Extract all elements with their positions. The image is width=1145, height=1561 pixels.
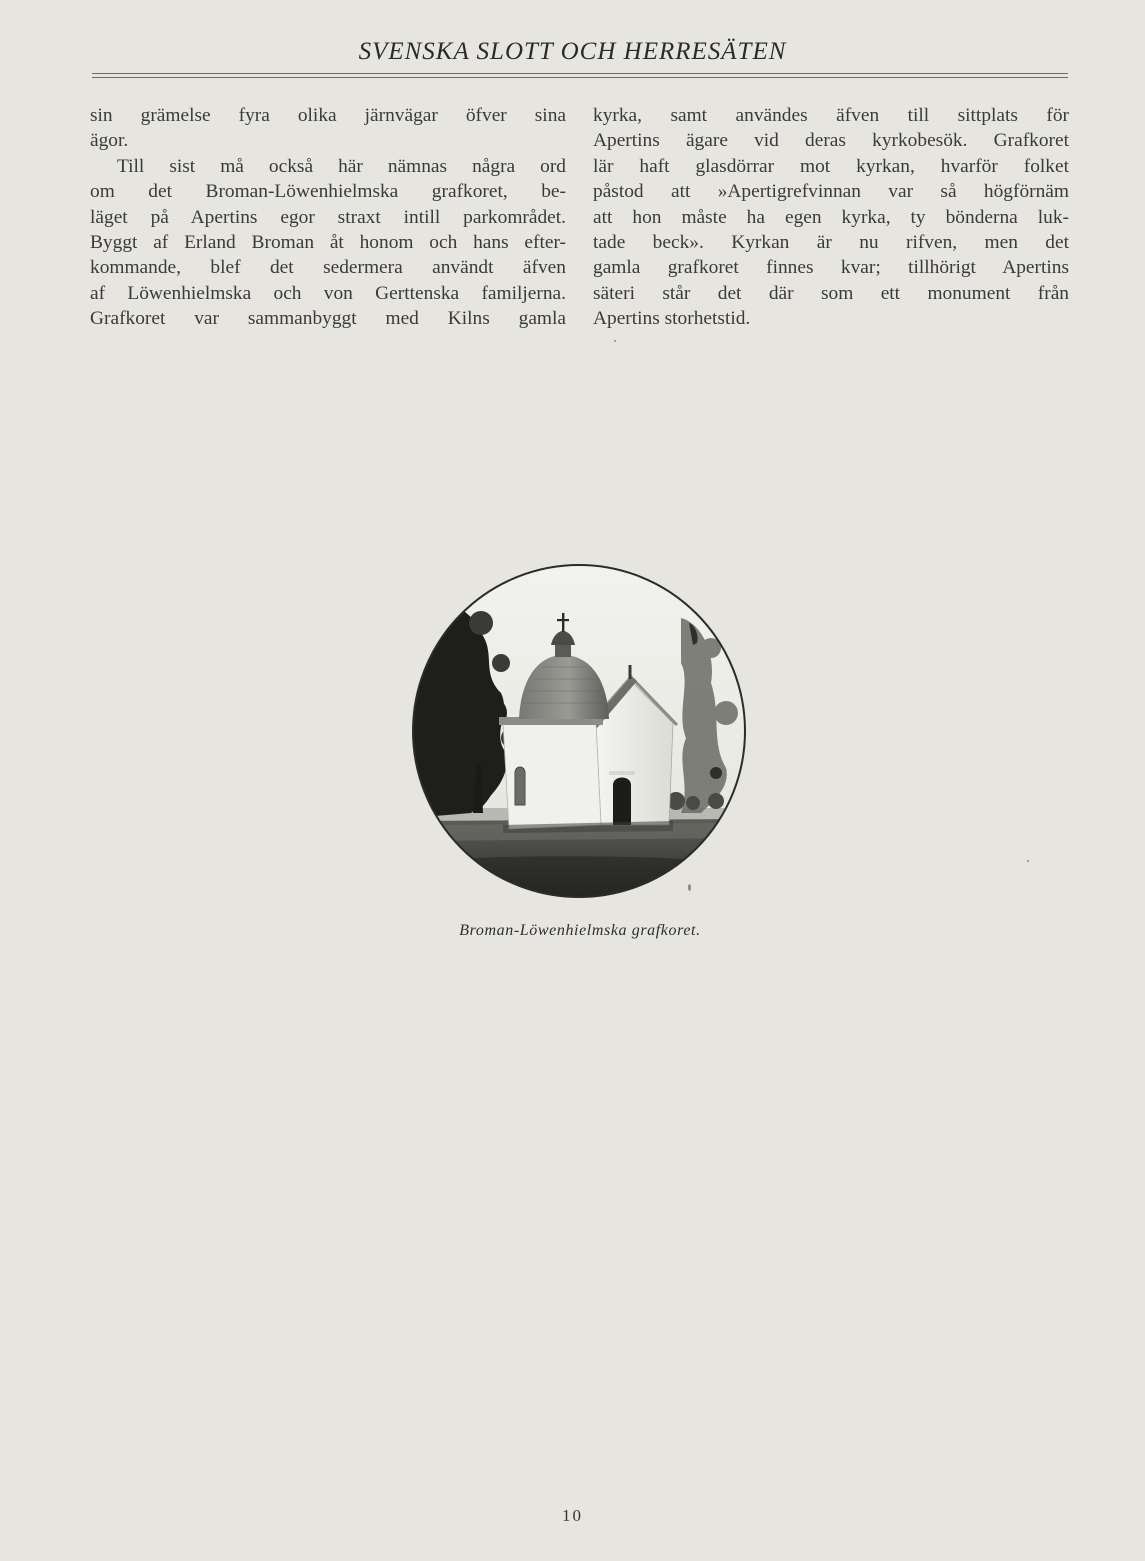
print-speck — [614, 340, 616, 342]
left-column — [90, 103, 566, 332]
page-number: 10 — [562, 1506, 583, 1525]
header-rule-top — [92, 73, 1068, 74]
text-line: Apertins storhetstid. — [593, 308, 751, 330]
text-line: tade beck». Kyrkan är nu rifven, men det — [593, 232, 1069, 254]
text-line: Till sist må också här nämnas några ord — [117, 155, 566, 177]
chapel-photograph — [411, 563, 747, 899]
running-head: SVENSKA SLOTT OCH HERRESÄTEN — [358, 38, 787, 65]
figure-caption: Broman-Löwenhielmska grafkoret. — [459, 922, 701, 939]
text-line: påstod att »Apertigrefvinnan var så högförnäm — [593, 181, 1069, 203]
text-line: gamla grafkoret finnes kvar; tillhörigt Apertins — [593, 257, 1069, 279]
text-line: Byggt af Erland Broman åt honom och hans efter- — [90, 232, 566, 254]
print-speck — [688, 884, 691, 891]
text-line: sin grämelse fyra olika järnvägar öfver sina — [90, 105, 566, 126]
text-line: om det Broman-Löwenhielmska grafkoret, be- — [90, 181, 566, 203]
text-line: läget på Apertins egor straxt intill parkområdet. — [90, 206, 566, 228]
right-column — [593, 103, 1069, 332]
text-line: Grafkoret var sammanbyggt med Kilns gamla — [90, 308, 566, 330]
text-line: säteri står det där som ett monument från — [593, 282, 1069, 304]
text-line: ägor. — [90, 130, 129, 152]
text-line: kommande, blef det sedermera användt äfven — [90, 257, 566, 279]
print-speck — [1027, 860, 1029, 862]
header-rule-bottom — [92, 77, 1068, 78]
text-line: kyrka, samt användes äfven till sittplats för — [593, 105, 1069, 126]
text-line: att hon måste ha egen kyrka, ty bönderna luk- — [593, 206, 1069, 228]
text-line: lär haft glasdörrar mot kyrkan, hvarför folket — [593, 155, 1069, 177]
text-line: Apertins ägare vid deras kyrkobesök. Grafkoret — [593, 130, 1069, 152]
text-line: af Löwenhielmska och von Gerttenska familjerna. — [90, 282, 566, 304]
